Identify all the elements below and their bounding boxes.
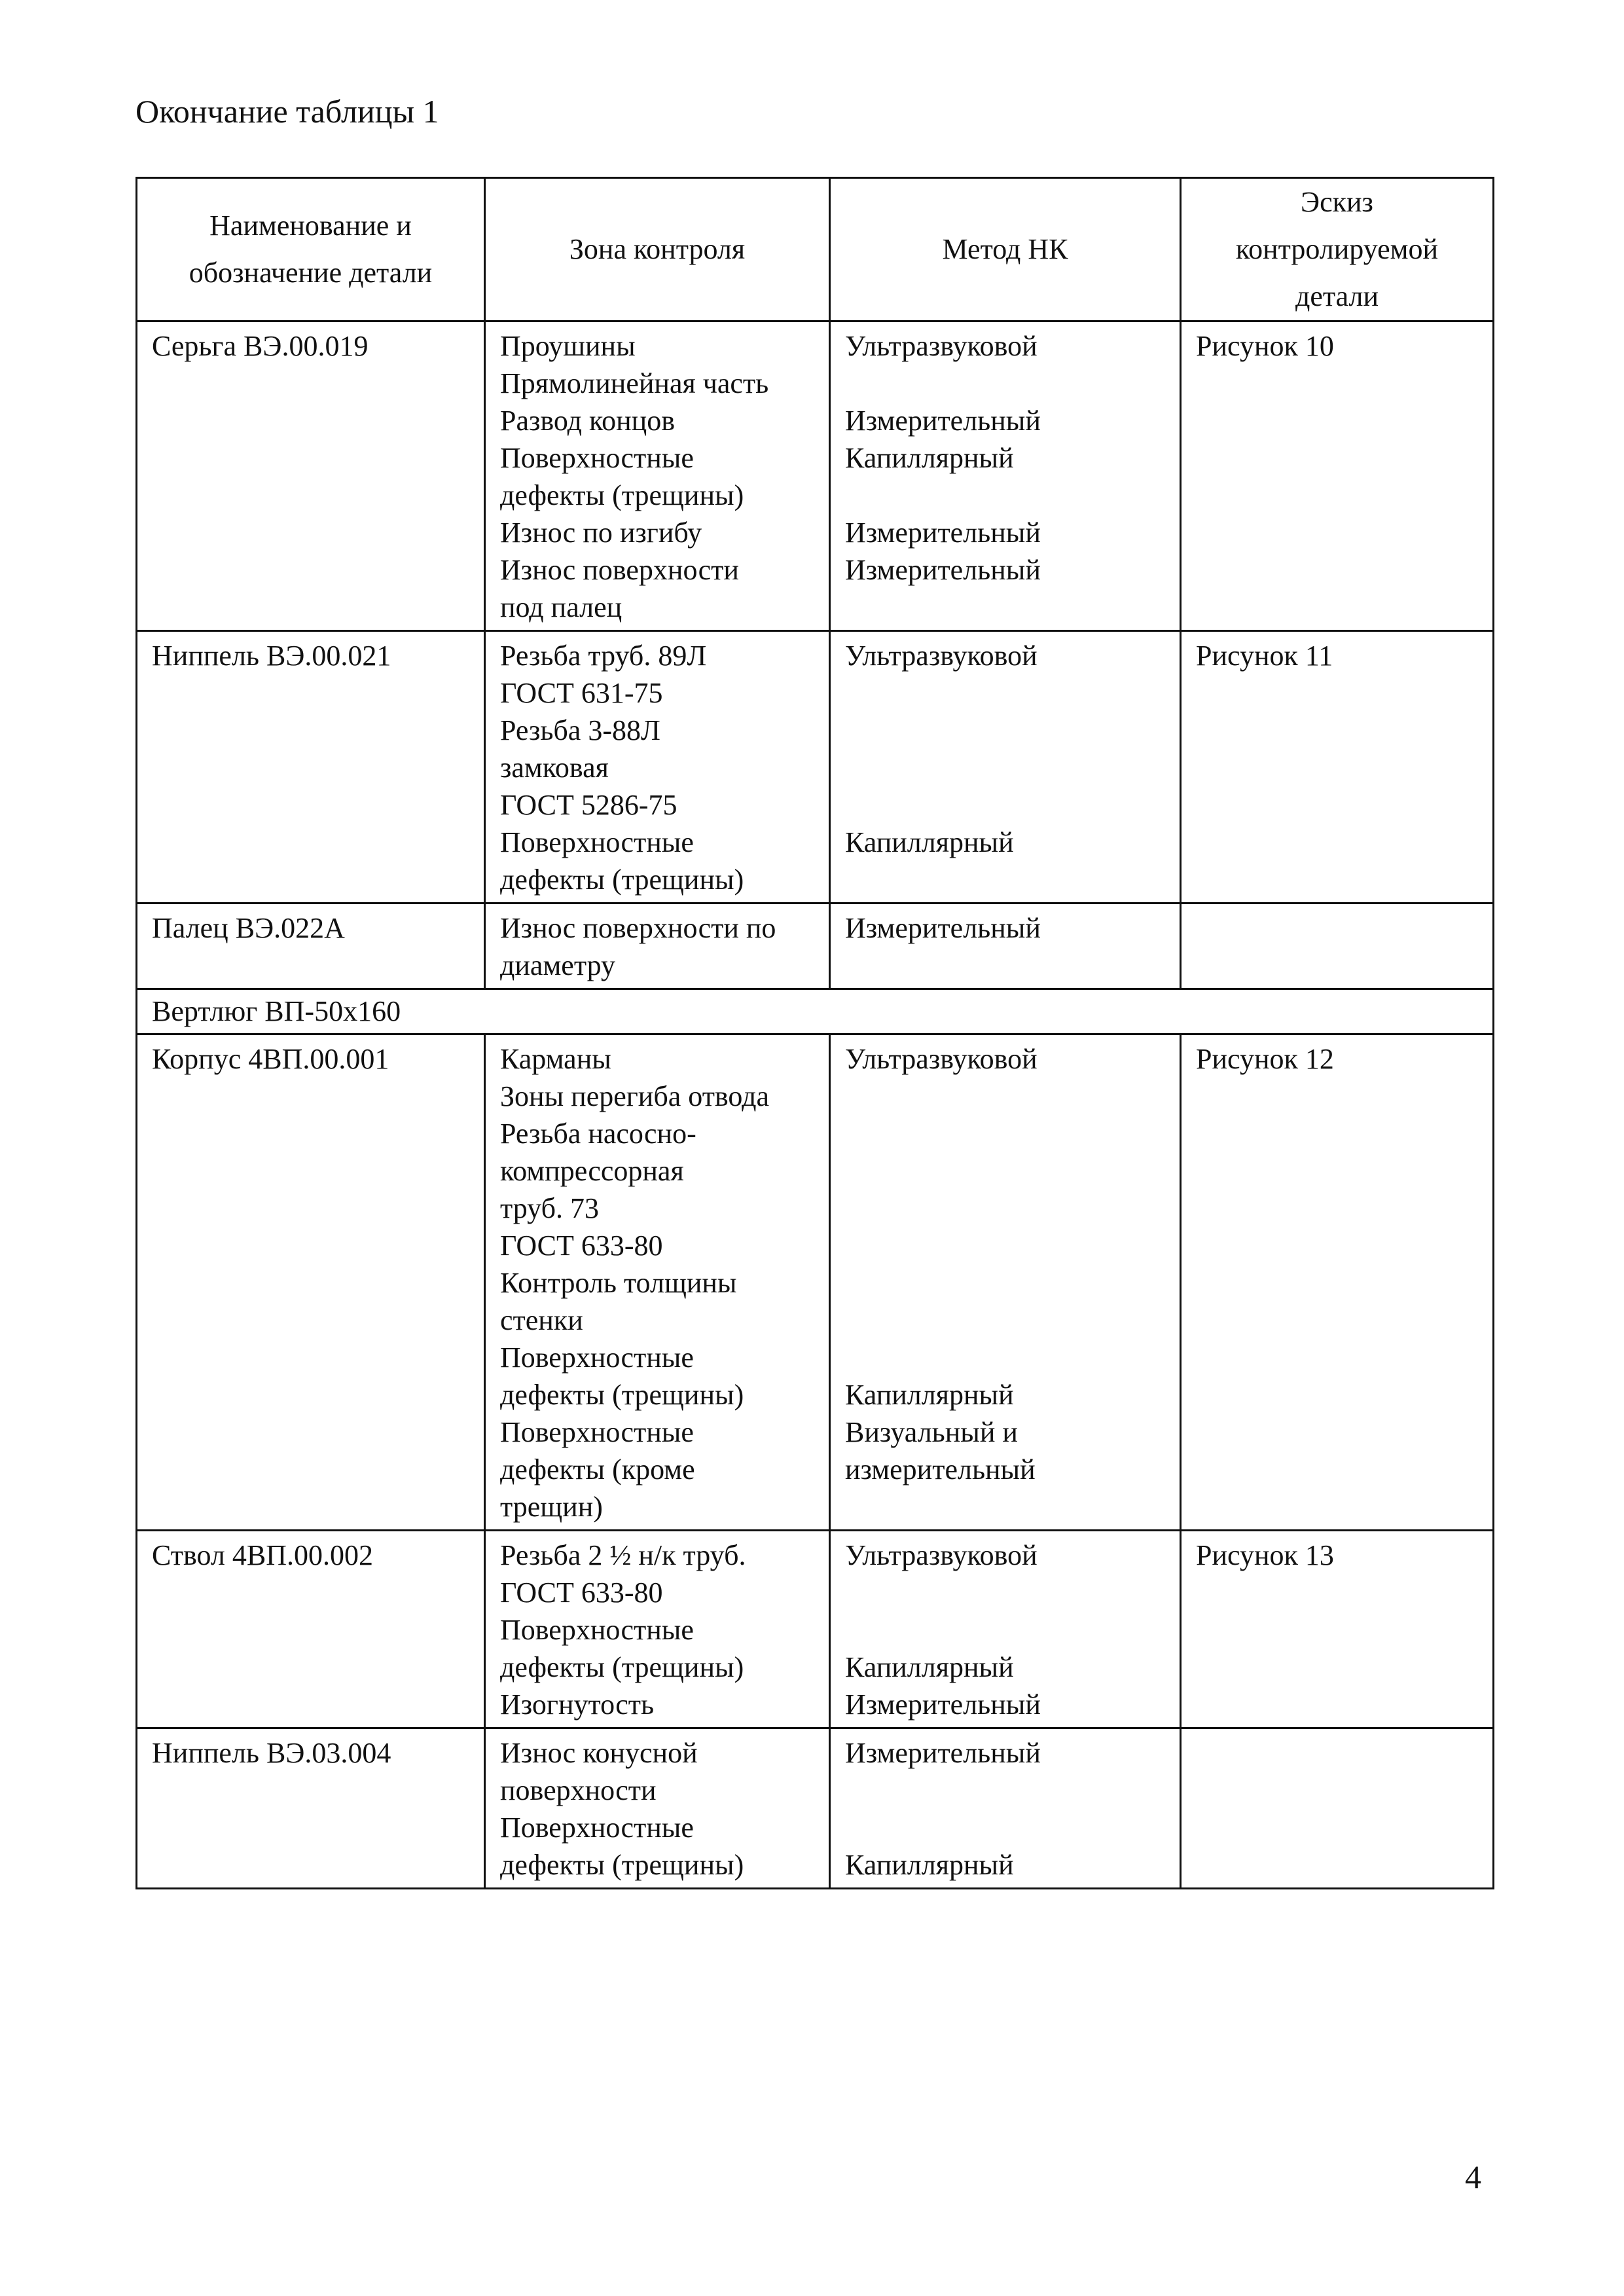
ndt-method-cell — [830, 1531, 1181, 1728]
ndt-method-line: Капиллярный — [845, 1849, 1014, 1881]
part-name-cell — [137, 1728, 485, 1889]
control-zone-line: дефекты (кроме — [500, 1453, 695, 1485]
ndt-method-cell — [830, 631, 1181, 903]
sketch-ref: Рисунок 10 — [1196, 330, 1334, 362]
control-zone-cell — [485, 1531, 830, 1728]
control-zone-line: ГОСТ 5286-75 — [500, 789, 677, 821]
control-zone-line: ГОСТ 633-80 — [500, 1230, 663, 1262]
sketch-cell — [1181, 1728, 1494, 1889]
blank-line — [845, 1190, 1166, 1227]
ndt-method-line: Капиллярный — [845, 826, 1014, 858]
part-name: Ниппель ВЭ.03.004 — [152, 1737, 391, 1769]
header-text: Метод НК — [942, 233, 1068, 265]
table-caption: Окончание таблицы 1 — [135, 93, 439, 130]
control-zone-cell — [485, 903, 830, 989]
blank-line — [845, 1809, 1166, 1846]
table-row — [137, 1034, 1494, 1531]
control-zone-line: дефекты (трещины) — [500, 1379, 744, 1411]
control-zone-line: Резьба 3-88Л — [500, 714, 660, 746]
ndt-method-cell — [830, 1728, 1181, 1889]
sketch-ref: Рисунок 12 — [1196, 1043, 1334, 1075]
ndt-method-line: Капиллярный — [845, 1651, 1014, 1683]
control-zone-cell — [485, 631, 830, 903]
blank-line — [845, 1078, 1166, 1115]
control-zone-line: Поверхностные — [500, 1341, 694, 1374]
control-zone-line: Резьба 2 ½ н/к труб. — [500, 1539, 746, 1571]
control-zone-line: Износ конусной — [500, 1737, 698, 1769]
control-zone-line: труб. 73 — [500, 1192, 599, 1224]
control-zone-line: дефекты (трещины) — [500, 1651, 744, 1683]
ndt-method-cell — [830, 321, 1181, 631]
ndt-method-line: Ультразвуковой — [845, 1043, 1038, 1075]
ndt-method-line: Измерительный — [845, 1688, 1041, 1721]
sketch-cell — [1181, 321, 1494, 631]
header-text: Эскиз — [1301, 186, 1373, 218]
control-zone-line: Прямолинейная часть — [500, 367, 769, 399]
blank-line — [845, 786, 1166, 824]
control-zone-line: стенки — [500, 1304, 583, 1336]
blank-line — [845, 1574, 1166, 1611]
blank-line — [845, 674, 1166, 712]
control-zone-line: Карманы — [500, 1043, 611, 1075]
part-name-cell — [137, 631, 485, 903]
sketch-ref: Рисунок 13 — [1196, 1539, 1334, 1571]
blank-line — [845, 1772, 1166, 1809]
part-name: Палец ВЭ.022А — [152, 912, 345, 944]
part-name-cell — [137, 1034, 485, 1531]
control-zone-line: Изогнутость — [500, 1688, 655, 1721]
table-row — [137, 1531, 1494, 1728]
ndt-method-line: Измерительный — [845, 405, 1041, 437]
header-sketch — [1181, 178, 1494, 321]
part-name-cell — [137, 321, 485, 631]
ndt-method-line: Измерительный — [845, 517, 1041, 549]
control-zone-line: дефекты (трещины) — [500, 1849, 744, 1881]
blank-line — [845, 1264, 1166, 1302]
blank-line — [845, 1611, 1166, 1649]
control-zone-line: Износ поверхности по — [500, 912, 776, 944]
blank-line — [845, 1152, 1166, 1190]
control-zone-line: Проушины — [500, 330, 636, 362]
blank-line — [845, 712, 1166, 749]
control-zone-line: Контроль толщины — [500, 1267, 737, 1299]
blank-line — [845, 1115, 1166, 1152]
ndt-method-line: Ультразвуковой — [845, 640, 1038, 672]
header-text: контролируемой — [1235, 233, 1439, 265]
ndt-method-cell — [830, 903, 1181, 989]
ndt-method-line: измерительный — [845, 1453, 1036, 1485]
blank-line — [845, 365, 1166, 402]
inspection-table — [135, 177, 1494, 1889]
control-zone-line: Износ поверхности — [500, 554, 739, 586]
header-part-name — [137, 178, 485, 321]
control-zone-line: ГОСТ 633-80 — [500, 1576, 663, 1609]
sketch-cell — [1181, 1034, 1494, 1531]
control-zone-line: Резьба труб. 89Л — [500, 640, 707, 672]
control-zone-line: диаметру — [500, 949, 616, 981]
ndt-method-line: Капиллярный — [845, 442, 1014, 474]
header-text: Зона контроля — [569, 233, 746, 265]
part-name: Ствол 4ВП.00.002 — [152, 1539, 373, 1571]
control-zone-line: Износ по изгибу — [500, 517, 702, 549]
control-zone-cell — [485, 1728, 830, 1889]
control-zone-line: Зоны перегиба отвода — [500, 1080, 770, 1112]
part-name-cell — [137, 1531, 485, 1728]
header-ndt-method — [830, 178, 1181, 321]
control-zone-cell — [485, 321, 830, 631]
control-zone-cell — [485, 1034, 830, 1531]
ndt-method-line: Измерительный — [845, 1737, 1041, 1769]
control-zone-line: дефекты (трещины) — [500, 479, 744, 511]
ndt-method-line: Ультразвуковой — [845, 330, 1038, 362]
blank-line — [845, 1339, 1166, 1376]
sketch-ref: Рисунок 11 — [1196, 640, 1333, 672]
page-number: 4 — [1465, 2159, 1481, 2195]
header-text: обозначение детали — [189, 257, 433, 289]
ndt-method-line: Ультразвуковой — [845, 1539, 1038, 1571]
group-title-row — [137, 989, 1494, 1034]
control-zone-line: Поверхностные — [500, 442, 694, 474]
ndt-method-line: Измерительный — [845, 912, 1041, 944]
control-zone-line: дефекты (трещины) — [500, 864, 744, 896]
control-zone-line: Поверхностные — [500, 1812, 694, 1844]
header-control-zone — [485, 178, 830, 321]
control-zone-line: Поверхностные — [500, 1416, 694, 1448]
control-zone-line: замковая — [500, 752, 609, 784]
part-name: Серьга ВЭ.00.019 — [152, 330, 369, 362]
control-zone-line: Поверхностные — [500, 1614, 694, 1646]
ndt-method-cell — [830, 1034, 1181, 1531]
ndt-method-line: Измерительный — [845, 554, 1041, 586]
control-zone-line: под палец — [500, 591, 623, 623]
ndt-method-line: Визуальный и — [845, 1416, 1018, 1448]
control-zone-line: Резьба насосно- — [500, 1118, 696, 1150]
blank-line — [845, 477, 1166, 514]
part-name: Корпус 4ВП.00.001 — [152, 1043, 389, 1075]
blank-line — [845, 749, 1166, 786]
table-row — [137, 903, 1494, 989]
table-row — [137, 631, 1494, 903]
table-header-row — [137, 178, 1494, 321]
sketch-cell — [1181, 631, 1494, 903]
group-title: Вертлюг ВП-50х160 — [137, 989, 1494, 1034]
sketch-cell — [1181, 903, 1494, 989]
control-zone-line: Поверхностные — [500, 826, 694, 858]
part-name: Ниппель ВЭ.00.021 — [152, 640, 391, 672]
control-zone-line: ГОСТ 631-75 — [500, 677, 663, 709]
control-zone-line: трещин) — [500, 1491, 603, 1523]
header-text: Наименование и — [209, 210, 412, 242]
control-zone-line: Развод концов — [500, 405, 675, 437]
ndt-method-line: Капиллярный — [845, 1379, 1014, 1411]
table-row — [137, 1728, 1494, 1889]
control-zone-line: компрессорная — [500, 1155, 684, 1187]
header-text: детали — [1295, 280, 1379, 312]
control-zone-line: поверхности — [500, 1774, 657, 1806]
blank-line — [845, 1302, 1166, 1339]
blank-line — [845, 1227, 1166, 1264]
sketch-cell — [1181, 1531, 1494, 1728]
table-row — [137, 321, 1494, 631]
part-name-cell — [137, 903, 485, 989]
